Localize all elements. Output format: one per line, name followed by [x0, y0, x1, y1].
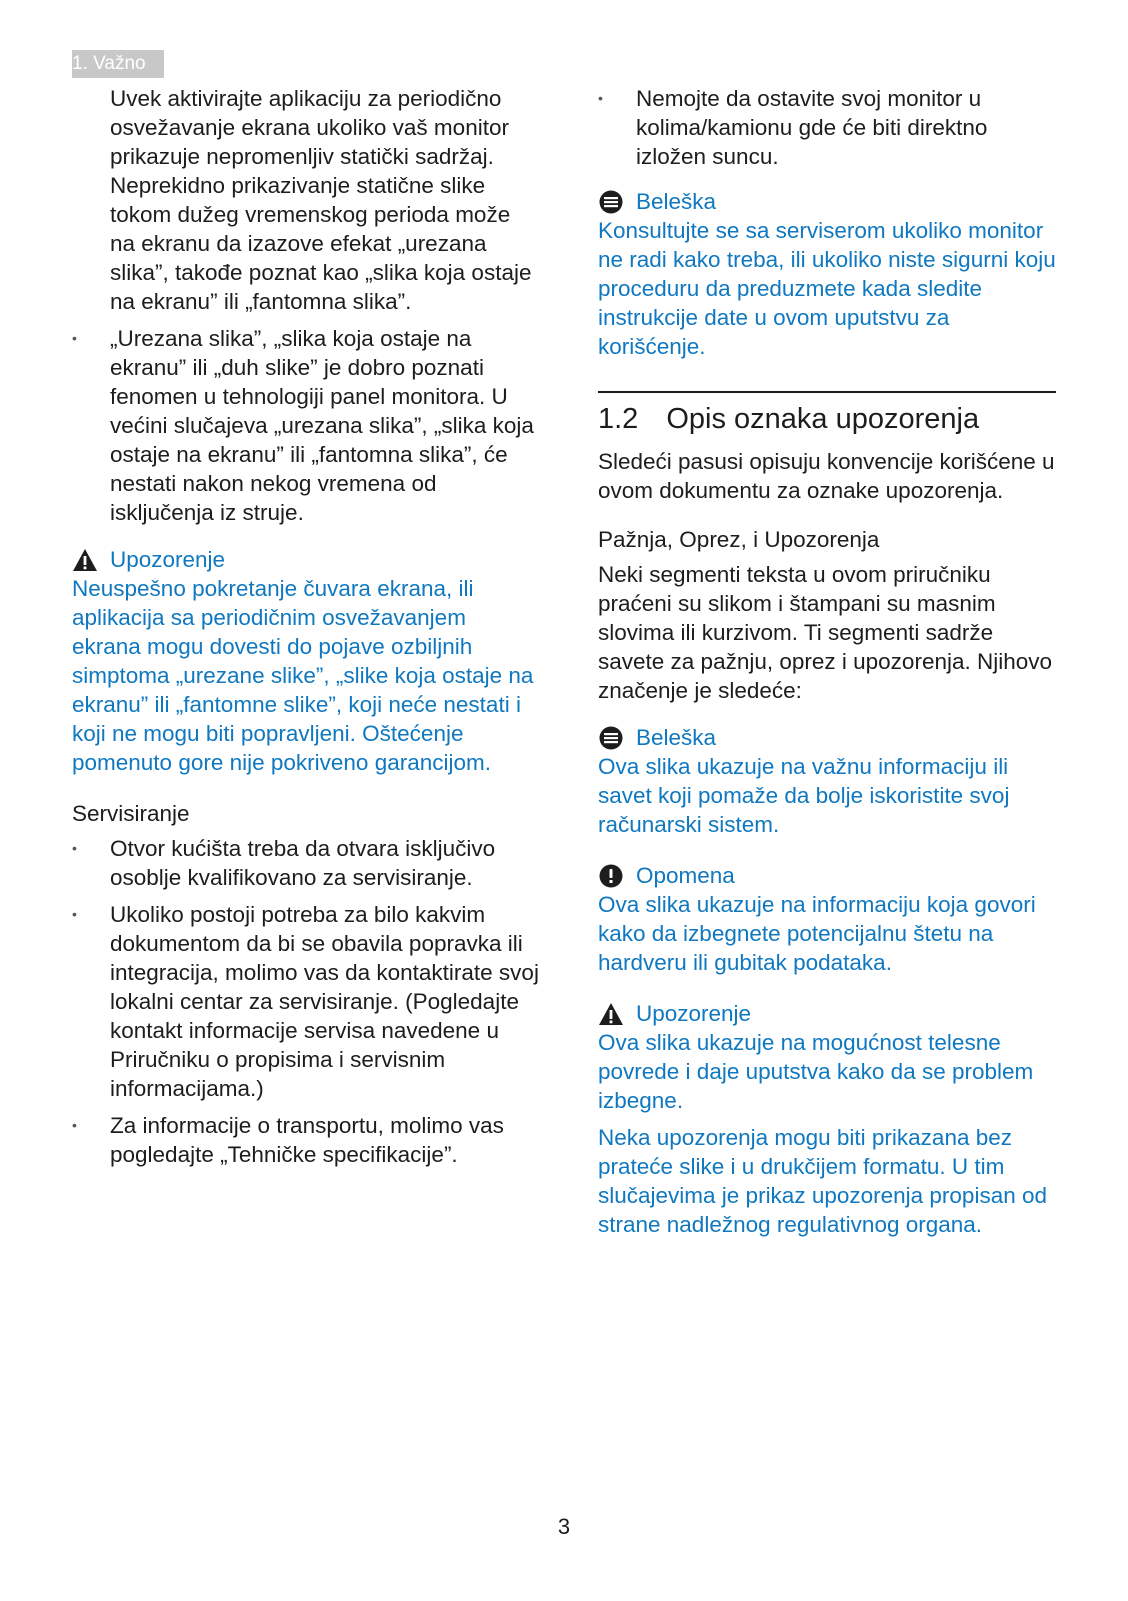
- servicing-heading: Servisiranje: [72, 801, 190, 826]
- bullet-icon: •: [72, 906, 77, 922]
- warning-block: [72, 545, 540, 777]
- note-icon: [598, 726, 624, 750]
- section-title: [598, 399, 1056, 439]
- chapter-tag: 1. Važno: [72, 50, 164, 78]
- sub-paragraph: Neki segmenti teksta u ovom priručniku praćeni su slikom i štampani su masnim slovima ili kurzivom. Ti segmenti sadrže savete za pažnju, oprez i upozorenja. Njihovo značenje je sledeće:: [598, 562, 1053, 703]
- section-intro: Sledeći pasusi opisuju konvencije korišćene u ovom dokumentu za oznake upozorenja.: [598, 449, 1055, 503]
- right-column: [598, 84, 1056, 1239]
- bullet-icon: •: [72, 330, 77, 346]
- sub-heading: Pažnja, Oprez, i Upozorenja: [598, 527, 880, 552]
- servicing-list: [72, 834, 540, 1169]
- section-number: 1.2: [598, 403, 639, 435]
- warning-heading: Upozorenje: [598, 999, 1056, 1028]
- note-text: Konsultujte se sa serviserom ukoliko monitor ne radi kako treba, ili ukoliko niste sigurni koju proceduru da preduzmete kada sledite instrukcije date u ovom uputstvu za korišćenje.: [598, 218, 1056, 359]
- list-item: • Otvor kućišta treba da otvara isključivo osoblje kvalifikovano za servisiranje.: [72, 836, 496, 890]
- caution-text: Ova slika ukazuje na informaciju koja govori kako da izbegnete potencijalnu štetu na hardveru ili gubitak podataka.: [598, 892, 1036, 975]
- caution-icon: [598, 864, 624, 888]
- note-block: [598, 723, 1056, 839]
- note-icon: [598, 190, 624, 214]
- list-item: • Za informacije o transportu, molimo vas pogledajte „Tehničke specifikacije”.: [72, 1113, 504, 1167]
- list-item: • Nemojte da ostavite svoj monitor u kolima/kamionu gde će biti direktno izložen suncu.: [598, 86, 988, 169]
- intro-paragraph: Uvek aktivirajte aplikaciju za periodično osvežavanje ekrana ukoliko vaš monitor prikazuje nepromenljiv statički sadržaj. Neprekidno prikazivanje statične slike tokom dužeg vremenskog perioda može na ekranu da izazove efekat „urezana slika”, takođe poznat kao „slika koja ostaje na ekranu” ili „fantomna slika”.: [110, 86, 532, 314]
- warning-extra-text: Neka upozorenja mogu biti prikazana bez prateće slike i u drukčijem formatu. U tim slučajevima je prikaz upozorenja propisan od strane nadležnog regulativnog organa.: [598, 1125, 1048, 1237]
- page-number: 3: [557, 1514, 571, 1539]
- note-heading: Beleška: [598, 723, 1056, 752]
- list-item: • „Urezana slika”, „slika koja ostaje na ekranu” ili „duh slike” je dobro poznati fenomen u tehnologiji panel monitora. U većini slučajeva „urezana slika”, „slika koja ostaje na ekranu” ili „fantomna slika”, će nestati nakon nekog vremena od isključenja iz struje.: [72, 326, 534, 525]
- bullet-icon: •: [72, 1117, 77, 1133]
- bullet-icon: •: [598, 90, 603, 106]
- note-text: Ova slika ukazuje na važnu informaciju ili savet koji pomaže da bolje iskoristite svoj računarski sistem.: [598, 754, 1010, 837]
- warning-text: Ova slika ukazuje na mogućnost telesne povrede i daje uputstva kako da se problem izbegne.: [598, 1030, 1034, 1113]
- list-item: • Ukoliko postoji potreba za bilo kakvim dokumentom da bi se obavila popravka ili integracija, molimo vas da kontaktirate svoj lokalni centar za servisiranje. (Pogledajte kontakt informacije servisa navedene u Priručniku o propisima i servisnim informacijama.): [72, 902, 539, 1101]
- warning-block: [598, 999, 1056, 1239]
- left-column: [72, 84, 540, 1169]
- section-title-text: Opis oznaka upozorenja: [666, 403, 980, 435]
- warning-triangle-icon: [72, 548, 98, 572]
- warning-triangle-icon: [598, 1002, 624, 1026]
- note-heading: Beleška: [598, 187, 1056, 216]
- caution-block: [598, 861, 1056, 977]
- section-divider: [598, 391, 1056, 393]
- caution-heading: Opomena: [598, 861, 1056, 890]
- warning-text: Neuspešno pokretanje čuvara ekrana, ili aplikacija sa periodičnim osvežavanjem ekrana mogu dovesti do pojave ozbiljnih simptoma „urezane slike”, „slike koja ostaje na ekranu” ili „fantomne slike”, koji neće nestati i koji ne mogu biti popravljeni. Oštećenje pomenuto gore nije pokriveno garancijom.: [72, 576, 534, 775]
- warning-heading: Upozorenje: [72, 545, 540, 574]
- note-block: [598, 187, 1056, 361]
- bullet-icon: •: [72, 840, 77, 856]
